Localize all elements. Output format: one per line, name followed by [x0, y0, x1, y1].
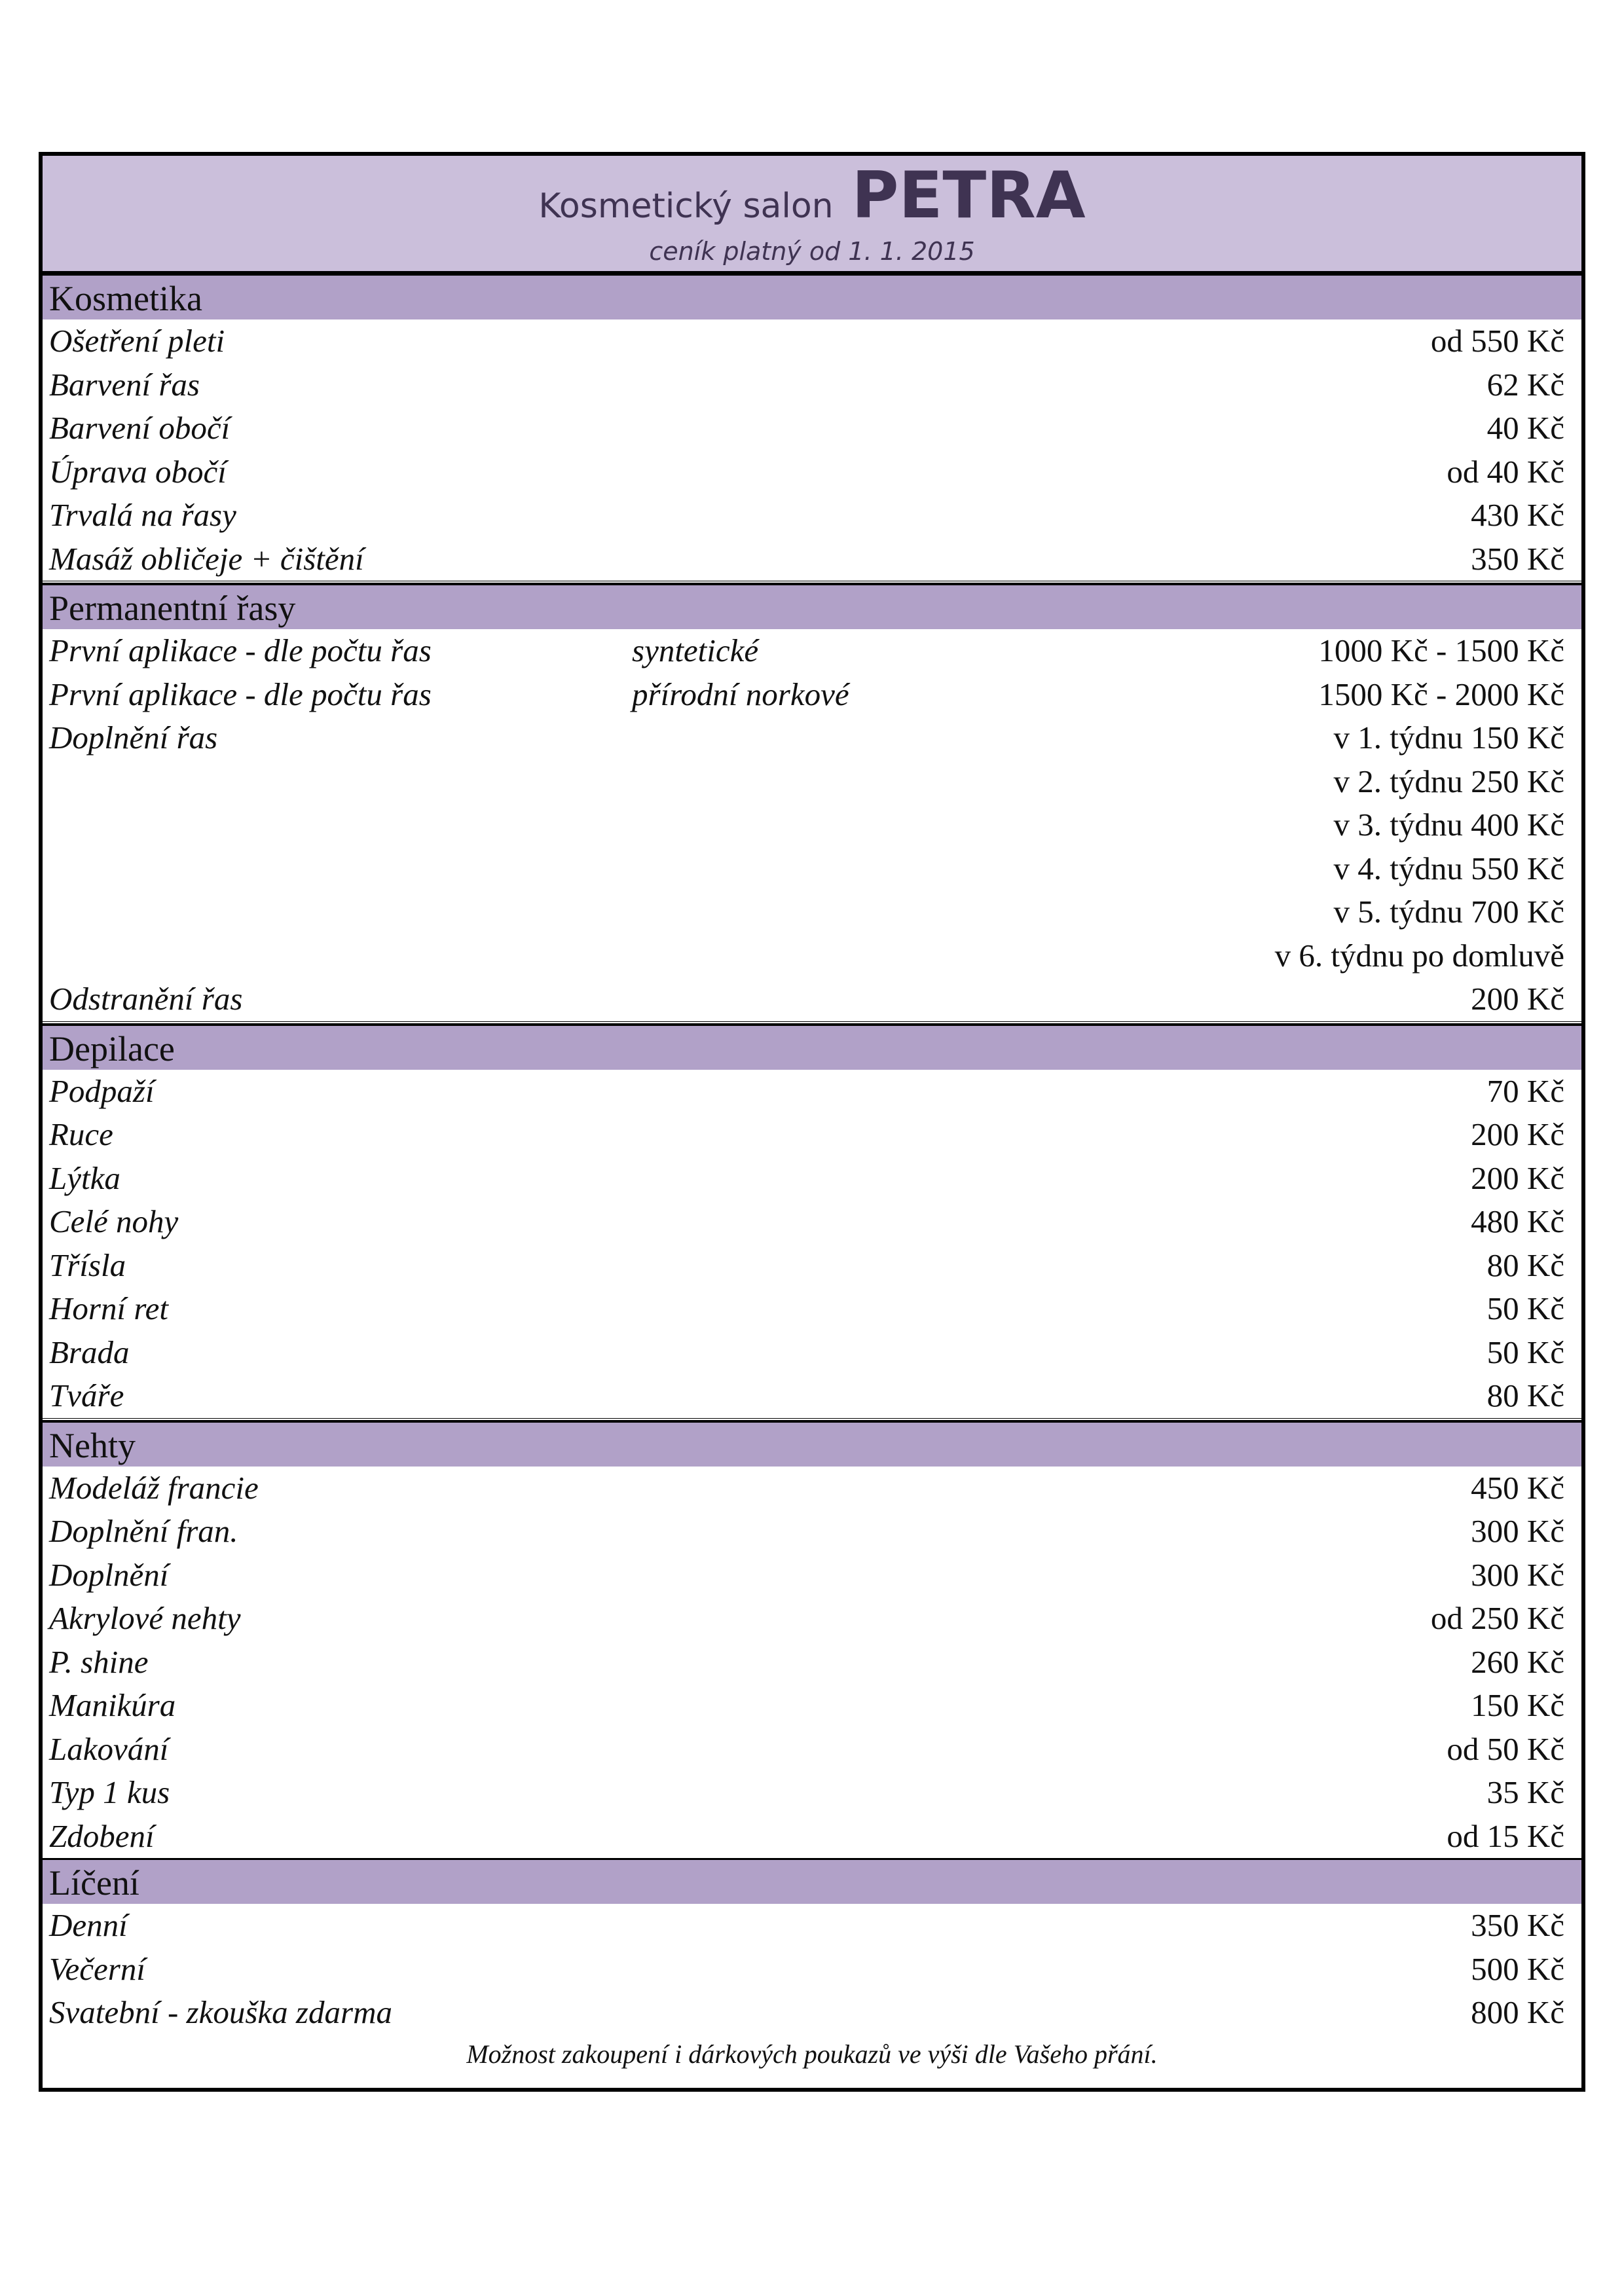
service-name: Manikúra: [49, 1687, 176, 1723]
service-name: Akrylové nehty: [49, 1600, 241, 1636]
service-price: 70 Kč: [1486, 1072, 1564, 1109]
price-row: [43, 716, 1581, 760]
service-name: Horní ret: [49, 1290, 168, 1326]
section-header: Depilace: [43, 1024, 1581, 1070]
service-note: syntetické: [632, 632, 759, 668]
service-name: Typ 1 kus: [49, 1774, 170, 1810]
service-price: v 3. týdnu 400 Kč: [1333, 807, 1564, 843]
price-row: [43, 450, 1581, 494]
price-row: [43, 977, 1581, 1024]
section-header: Nehty: [43, 1421, 1581, 1467]
service-name: Svatební - zkouška zdarma: [49, 1994, 392, 2030]
service-price: 450 Kč: [1471, 1469, 1564, 1506]
service-price: 1000 Kč - 1500 Kč: [1318, 632, 1564, 668]
section-header: Kosmetika: [43, 274, 1581, 319]
service-price: od 250 Kč: [1430, 1600, 1564, 1636]
price-sections: [43, 274, 1581, 2035]
price-row: [43, 934, 1581, 978]
price-row: [43, 1815, 1581, 1859]
service-price: 80 Kč: [1486, 1377, 1564, 1413]
service-price: 500 Kč: [1471, 1950, 1564, 1987]
service-price: 480 Kč: [1471, 1203, 1564, 1239]
salon-name: PETRA: [851, 158, 1086, 233]
service-name: První aplikace - dle počtu řas: [49, 632, 432, 668]
service-name: Zdobení: [49, 1817, 155, 1854]
service-price: 200 Kč: [1471, 1159, 1564, 1196]
service-price: 350 Kč: [1471, 1907, 1564, 1943]
service-name: Barvení řas: [49, 366, 200, 403]
service-name: Denní: [49, 1907, 128, 1943]
service-price: 200 Kč: [1471, 981, 1564, 1017]
service-price: 300 Kč: [1471, 1556, 1564, 1593]
price-row: [43, 1728, 1581, 1772]
price-row: [43, 1641, 1581, 1685]
service-name: Třísla: [49, 1247, 126, 1283]
service-name: Barvení obočí: [49, 410, 231, 446]
service-price: v 6. týdnu po domluvě: [1274, 937, 1564, 974]
price-row: [43, 890, 1581, 934]
service-name: Večerní: [49, 1950, 145, 1987]
price-row: [43, 1597, 1581, 1641]
service-price: v 1. týdnu 150 Kč: [1333, 720, 1564, 756]
service-price: 40 Kč: [1486, 410, 1564, 446]
service-price: 150 Kč: [1471, 1687, 1564, 1723]
price-row: [43, 803, 1581, 847]
price-row: [43, 1331, 1581, 1375]
service-name: Lakování: [49, 1730, 169, 1767]
service-name: Celé nohy: [49, 1203, 179, 1239]
service-price: od 15 Kč: [1447, 1817, 1564, 1854]
price-row: [43, 760, 1581, 804]
service-name: Ruce: [49, 1116, 113, 1152]
service-price: 1500 Kč - 2000 Kč: [1318, 676, 1564, 712]
service-price: 430 Kč: [1471, 497, 1564, 533]
price-list-header: [43, 156, 1581, 274]
price-row: [43, 1374, 1581, 1421]
service-name: P. shine: [49, 1643, 149, 1680]
price-row: [43, 1287, 1581, 1331]
service-note: přírodní norkové: [632, 676, 849, 712]
service-name: Doplnění: [49, 1556, 169, 1593]
price-row: [43, 319, 1581, 363]
price-row: [43, 847, 1581, 891]
service-name: Úprava obočí: [49, 453, 227, 490]
service-name: Ošetření pleti: [49, 323, 225, 359]
service-price: v 4. týdnu 550 Kč: [1333, 850, 1564, 886]
service-name: První aplikace - dle počtu řas: [49, 676, 432, 712]
price-row: [43, 1200, 1581, 1244]
service-price: v 2. týdnu 250 Kč: [1333, 763, 1564, 799]
service-name: Lýtka: [49, 1159, 120, 1196]
price-row: [43, 1904, 1581, 1948]
price-row: [43, 629, 1581, 673]
service-name: Masáž obličeje + čištění: [49, 540, 364, 577]
price-row: [43, 407, 1581, 450]
service-name: Podpaží: [49, 1072, 155, 1109]
price-row: [43, 494, 1581, 538]
price-row: [43, 1991, 1581, 2035]
service-name: Tváře: [49, 1377, 124, 1413]
price-row: [43, 1554, 1581, 1597]
service-price: 50 Kč: [1486, 1334, 1564, 1370]
service-name: Odstranění řas: [49, 981, 243, 1017]
price-row: [43, 538, 1581, 584]
service-name: Doplnění řas: [49, 720, 218, 756]
price-row: [43, 1157, 1581, 1201]
price-row: [43, 1244, 1581, 1288]
service-price: 35 Kč: [1486, 1774, 1564, 1810]
service-price: 260 Kč: [1471, 1643, 1564, 1680]
service-price: 350 Kč: [1471, 540, 1564, 577]
price-row: [43, 1684, 1581, 1728]
service-name: Doplnění fran.: [49, 1513, 238, 1549]
service-name: Modeláž francie: [49, 1469, 259, 1506]
service-price: 80 Kč: [1486, 1247, 1564, 1283]
price-row: [43, 1510, 1581, 1554]
service-name: Brada: [49, 1334, 130, 1370]
salon-title: [43, 158, 1581, 233]
price-row: [43, 1771, 1581, 1815]
section-header: Líčení: [43, 1858, 1581, 1904]
service-name: Trvalá na řasy: [49, 497, 236, 533]
price-row: [43, 1070, 1581, 1114]
service-price: 50 Kč: [1486, 1290, 1564, 1326]
service-price: od 550 Kč: [1430, 323, 1564, 359]
service-price: od 50 Kč: [1447, 1730, 1564, 1767]
validity-note: ceník platný od 1. 1. 2015: [649, 237, 975, 266]
service-price: 800 Kč: [1471, 1994, 1564, 2030]
service-price: 62 Kč: [1486, 366, 1564, 403]
price-list: [39, 152, 1585, 2092]
service-price: 300 Kč: [1471, 1513, 1564, 1549]
price-row: [43, 363, 1581, 407]
section-header: Permanentní řasy: [43, 583, 1581, 629]
price-row: [43, 1948, 1581, 1992]
service-price: v 5. týdnu 700 Kč: [1333, 894, 1564, 930]
footer-note: Možnost zakoupení i dárkových poukazů ve výši dle Vašeho přání.: [466, 2039, 1158, 2069]
price-row: [43, 1113, 1581, 1157]
price-row: [43, 1467, 1581, 1510]
service-price: 200 Kč: [1471, 1116, 1564, 1152]
price-row: [43, 673, 1581, 717]
salon-title-prefix: Kosmetický salon: [538, 187, 834, 226]
service-price: od 40 Kč: [1447, 453, 1564, 490]
